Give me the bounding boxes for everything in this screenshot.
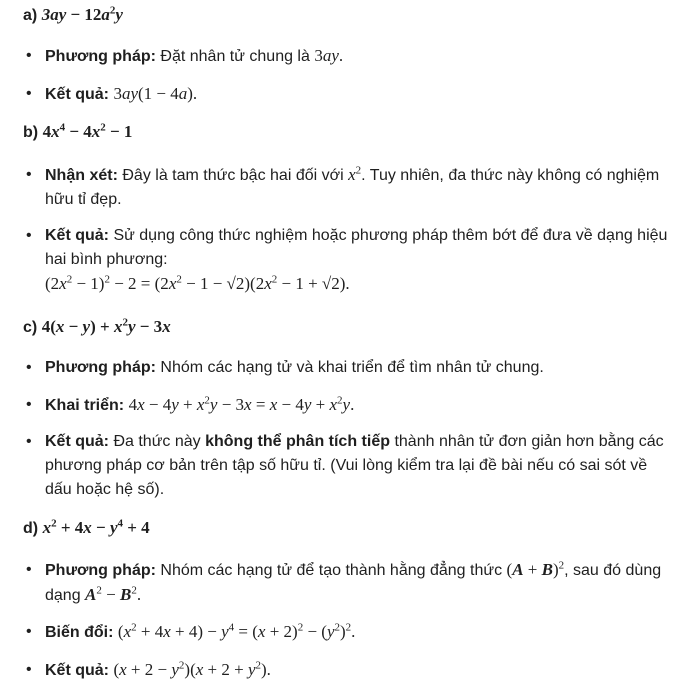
bullet-icon: • [26,661,32,678]
heading-a [23,5,123,25]
label-method: Phương pháp: [45,48,156,65]
heading-c [23,317,171,337]
label-result: Kết quả: [45,662,109,679]
list-item-c-expand [23,393,674,418]
list-item-b-result [23,224,674,297]
text-remark-3: hữu tỉ đẹp. [45,191,122,208]
text-result-3: phương pháp cơ bản trên tập số hữu tỉ. (Vui lòng kiểm tra lại đề bài nếu có sai sót về [45,457,648,474]
bullet-icon: • [26,359,32,376]
heading-b [23,122,132,142]
label-method: Phương pháp: [45,562,156,579]
text-method-1: Nhóm các hạng tử để tạo thành hằng đẳng thức [160,562,503,579]
label-method: Phương pháp: [45,359,156,376]
math-transform-d: $(x^2 + 4x + 4) - y^4 = (x + 2)^2 - (y^2)^2$. [117,621,356,641]
heading-b-math: $4x^4 - 4x^2 - 1$ [42,121,133,141]
list-item-d-transform [23,620,674,645]
label-remark: Nhận xét: [45,167,118,184]
math-x2: $x^2$ [348,164,362,184]
heading-d-prefix: d) [23,520,39,537]
list-item-a-result [23,82,674,107]
text-result-4: dấu hoặc hệ số). [45,481,165,498]
bullet-icon: • [26,561,32,578]
text-result-1: Đa thức này [113,433,201,450]
bullet-icon: • [26,396,32,413]
bullet-icon: • [26,433,32,450]
heading-a-math: $3ay - 12a^2y$ [41,4,123,24]
label-transform: Biến đổi: [45,624,114,641]
heading-c-math: $4(x - y) + x^2y - 3x$ [41,316,171,336]
heading-a-prefix: a) [23,7,38,24]
list-item-d-result [23,658,674,683]
bullet-icon: • [26,166,32,183]
bullet-icon: • [26,47,32,64]
bullet-icon: • [26,623,32,640]
text-method-2: , sau đó dùng [564,562,662,579]
heading-d [23,518,150,538]
heading-d-math: $x^2 + 4x - y^4 + 4$ [42,517,150,537]
label-result: Kết quả: [45,86,109,103]
text-result-2: thành nhân tử đơn giản hơn bằng các [394,433,664,450]
text-method: Đặt nhân tử chung là [160,48,310,65]
text-result-1: Sử dụng công thức nghiệm hoặc phương pháp thêm bớt để đưa về dạng hiệu [113,227,668,244]
text-method-3: dạng [45,587,81,604]
math-result-b: $(2x^2 - 1)^2 - 2 = (2x^2 - 1 - √2)(2x^2 - 1 + √2)$. [45,273,350,293]
math-expand-c: $4x - 4y + x^2y - 3x = x - 4y + x^2y$. [128,394,355,414]
text-remark-1: Đây là tam thức bậc hai đối với [122,167,344,184]
list-item-b-remark [23,163,674,212]
heading-b-prefix: b) [23,124,39,141]
heading-c-prefix: c) [23,319,38,336]
math-a2-b2: $A^2 - B^2$. [85,584,142,604]
list-item-a-method [23,44,674,69]
bullet-icon: • [26,85,32,102]
math-a-plus-b-sq: $(A + B)^2$ [506,559,565,579]
text-method: Nhóm các hạng tử và khai triển để tìm nhân tử chung. [160,359,544,376]
label-result: Kết quả: [45,433,109,450]
list-item-c-result [23,430,674,502]
math-3ay: 3ay. [314,46,344,65]
math-result-a: 3ay(1 − 4a). [113,84,198,103]
list-item-d-method [23,558,674,608]
list-item-c-method [23,356,674,380]
text-result-bold: không thể phân tích tiếp [205,433,390,450]
label-result: Kết quả: [45,227,109,244]
label-expand: Khai triển: [45,397,125,414]
text-result-2: hai bình phương: [45,251,168,268]
bullet-icon: • [26,227,32,244]
text-remark-2: . Tuy nhiên, đa thức này không có nghiệm [361,167,660,184]
math-result-d: $(x + 2 - y^2)(x + 2 + y^2)$. [113,659,271,679]
